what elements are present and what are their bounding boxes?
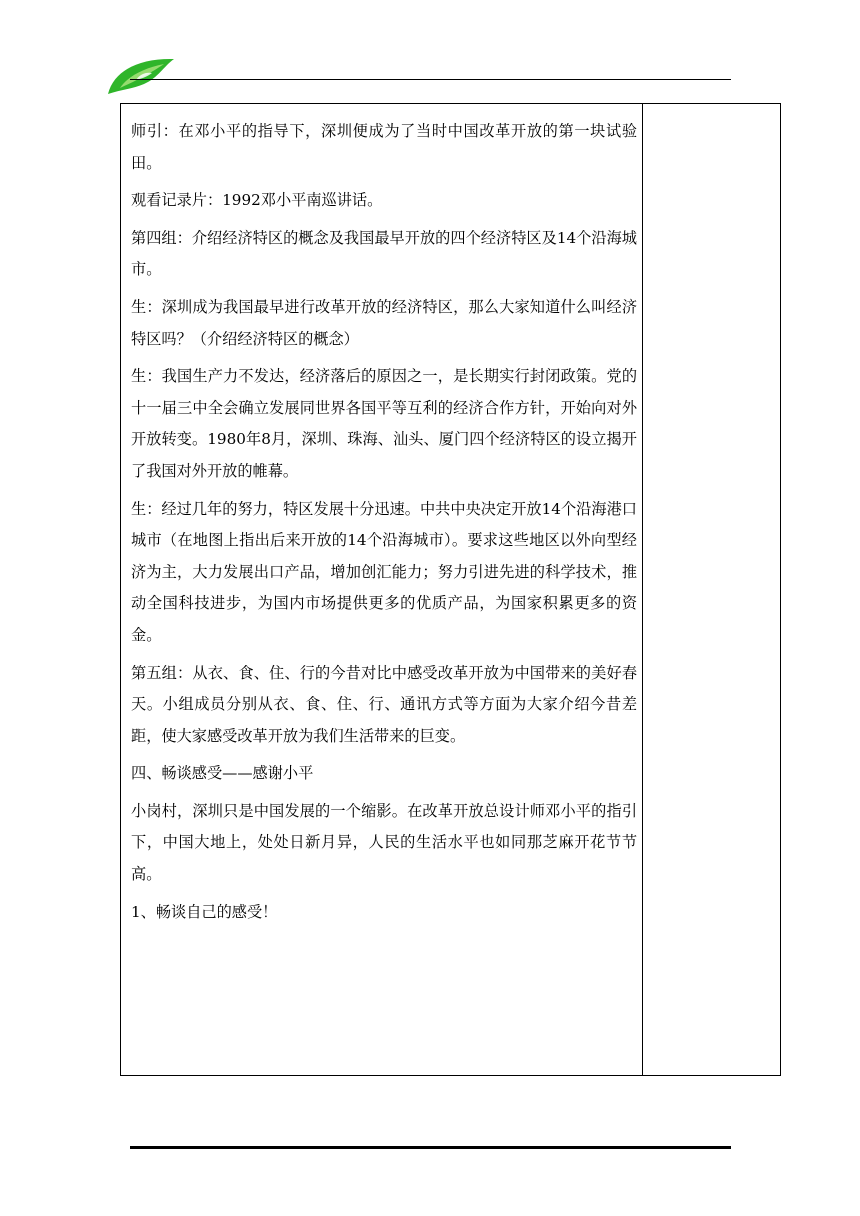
paragraph: 小岗村，深圳只是中国发展的一个缩影。在改革开放总设计师邓小平的指引下，中国大地上，处处日新月异，人民的生活水平也如同那芝麻开花节节高。: [131, 801, 637, 884]
paragraph: 生：经过几年的努力，特区发展十分迅速。中共中央决定开放14个沿海港口城市（在地图上指出后来开放的14个沿海城市）。要求这些地区以外向型经济为主，大力发展出口产品，增加创汇能力；努力引进先进的科学技术，推动全国科技进步，为国内市场提供更多的优质产品，为国家积累更多的资金。: [131, 499, 637, 644]
paragraph: 生：我国生产力不发达，经济落后的原因之一，是长期实行封闭政策。党的十一届三中全会确立发展同世界各国平等互利的经济合作方针，开始向对外开放转变。1980年8月，深圳、珠海、汕头、厦门四个经济特区的设立揭开了我国对外开放的帷幕。: [131, 367, 637, 480]
side-cell: [643, 104, 780, 1075]
main-cell: [131, 116, 637, 934]
footer-rule: [130, 1146, 731, 1149]
paragraph: 观看记录片：1992邓小平南巡讲话。: [131, 191, 383, 210]
paragraph: 师引：在邓小平的指导下，深圳便成为了当时中国改革开放的第一块试验田。: [131, 122, 637, 172]
paragraph: 生：深圳成为我国最早进行改革开放的经济特区，那么大家知道什么叫经济特区吗？（介绍经济特区的概念）: [131, 297, 637, 348]
paragraph: 第五组：从衣、食、住、行的今昔对比中感受改革开放为中国带来的美好春天。小组成员分别从衣、食、住、行、通讯方式等方面为大家介绍今昔差距，使大家感受改革开放为我们生活带来的巨变。: [131, 663, 637, 745]
section-heading: 四、畅谈感受——感谢小平: [131, 764, 314, 783]
content-table: [120, 103, 781, 1076]
leaf-logo-icon: [106, 56, 176, 96]
header-rule: [130, 79, 731, 80]
paragraph: 1、畅谈自己的感受！: [131, 902, 278, 921]
paragraph: 第四组：介绍经济特区的概念及我国最早开放的四个经济特区及14个沿海城市。: [131, 228, 637, 279]
